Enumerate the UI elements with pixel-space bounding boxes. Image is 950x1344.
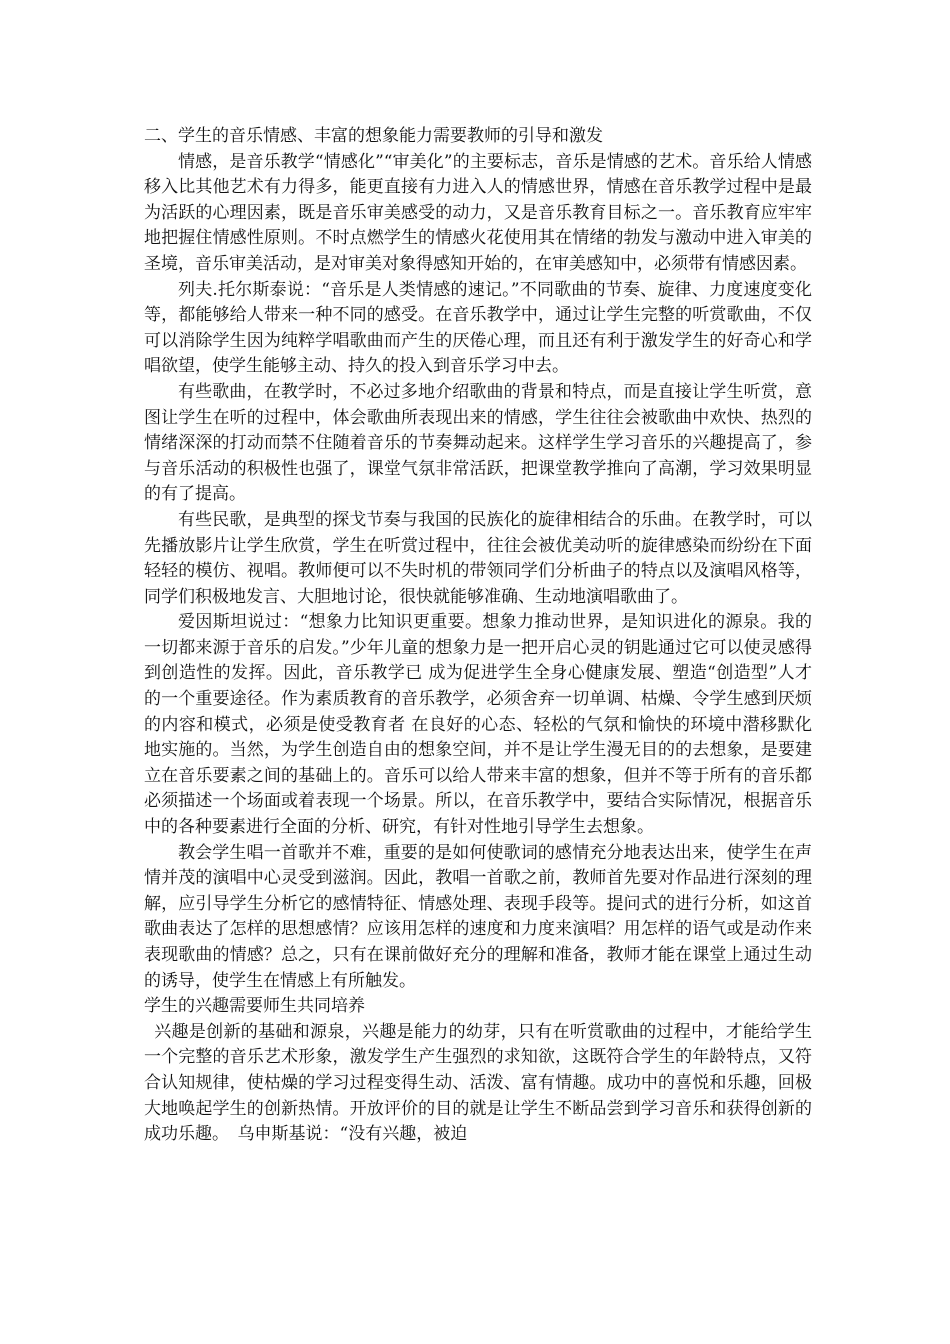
section-heading: 二、学生的音乐情感、丰富的想象能力需要教师的引导和激发 (144, 126, 603, 146)
paragraph-songs: 有些歌曲，在教学时，不必过多地介绍歌曲的背景和特点，而是直接让学生听赏，意图让学生在听的过程中，体会歌曲所表现出来的情感，学生往往会被歌曲中欢快、热烈的情绪深深的打动而禁不住随着音乐的节奏舞动起来。这样学生学习音乐的兴趣提高了，参与音乐活动的积极性也强了，课堂气氛非常活跃，把课堂教学推向了高潮，学习效果明显的有了提高。 (144, 381, 812, 505)
section-heading-interest: 学生的兴趣需要师生共同培养 (144, 996, 365, 1017)
paragraph-emotion: 情感，是音乐教学“情感化”“审美化”的主要标志，音乐是情感的艺术。音乐给人情感移入比其他艺术有力得多，能更直接有力进入人的情感世界，情感在音乐教学过程中是最为活跃的心理因素，既是音乐审美感受的动力，又是音乐教育目标之一。音乐教育应牢牢地把握住情感性原则。不时点燃学生的情感火花使用其在情绪的勃发与激动中进入审美的圣境，音乐审美活动，是对审美对象得感知开始的，在审美感知中，必须带有情感因素。 (144, 151, 812, 274)
paragraph-teaching-songs: 教会学生唱一首歌并不难，重要的是如何使歌词的感情充分地表达出来，使学生在声情并茂的演唱中心灵受到滋润。因此，教唱一首歌之前，教师首先要对作品进行深刻的理解，应引导学生分析它的感情特征、情感处理、表现手段等。提问式的进行分析，如这首歌曲表达了怎样的思想感情？应该用怎样的速度和力度来演唱？用怎样的语气或是动作来表现歌曲的情感？总之，只有在课前做好充分的理解和准备，教师才能在课堂上通过生动的诱导，使学生在情感上有所触发。 (144, 842, 812, 991)
paragraph-tolstoy: 列夫.托尔斯泰说：“音乐是人类情感的速记。”不同歌曲的节奏、旋律、力度速度变化等，都能够给人带来一种不同的感受。在音乐教学中，通过让学生完整的听赏歌曲，不仅可以消除学生因为纯粹学唱歌曲而产生的厌倦心理，而且还有利于激发学生的好奇心和学唱欲望，使学生能够主动、持久的投入到音乐学习中去。 (144, 279, 812, 377)
document-page (144, 124, 812, 1148)
paragraph-interest: 兴趣是创新的基础和源泉，兴趣是能力的幼芽，只有在听赏歌曲的过程中，才能给学生一个完整的音乐艺术形象，激发学生产生强烈的求知欲，这既符合学生的年龄特点，又符合认知规律，使枯燥的学习过程变得生动、活泼、富有情趣。成功中的喜悦和乐趣，回极大地唤起学生的创新热情。开放评价的目的就是让学生不断品尝到学习音乐和获得创新的成功乐趣。 乌申斯基说：“没有兴趣，被迫 (144, 1021, 812, 1145)
paragraph-einstein: 爱因斯坦说过：“想象力比知识更重要。想象力推动世界，是知识进化的源泉。我的一切都来源于音乐的启发。”少年儿童的想象力是一把开启心灵的钥匙通过它可以使灵感得到创造性的发挥。因此，音乐教学已 成为促进学生全身心健康发展、塑造“创造型”人才的一个重要途径。作为素质教育的音乐教学，必须舍弃一切单调、枯燥、令学生感到厌烦的内容和模式，必须是使受教育者 在良好的心态、轻松的气氛和愉快的环境中潜移默化地实施的。当然，为学生创造自由的想象空间，并不是让学生漫无目的的去想象，是要建立在音乐要素之间的基础上的。音乐可以给人带来丰富的想象，但并不等于所有的音乐都必须描述一个场面或着表现一个场景。所以，在音乐教学中，要结合实际情况，根据音乐中的各种要素进行全面的分析、研究，有针对性地引导学生去想象。 (144, 612, 812, 838)
paragraph-folk-songs: 有些民歌，是典型的探戈节奏与我国的民族化的旋律相结合的乐曲。在教学时，可以先播放影片让学生欣赏，学生在听赏过程中，往往会被优美动听的旋律感染而纷纷在下面轻轻的模仿、视唱。教师便可以不失时机的带领同学们分析曲子的特点以及演唱风格等，同学们积极地发言、大胆地讨论，很快就能够准确、生动地演唱歌曲了。 (144, 509, 812, 607)
